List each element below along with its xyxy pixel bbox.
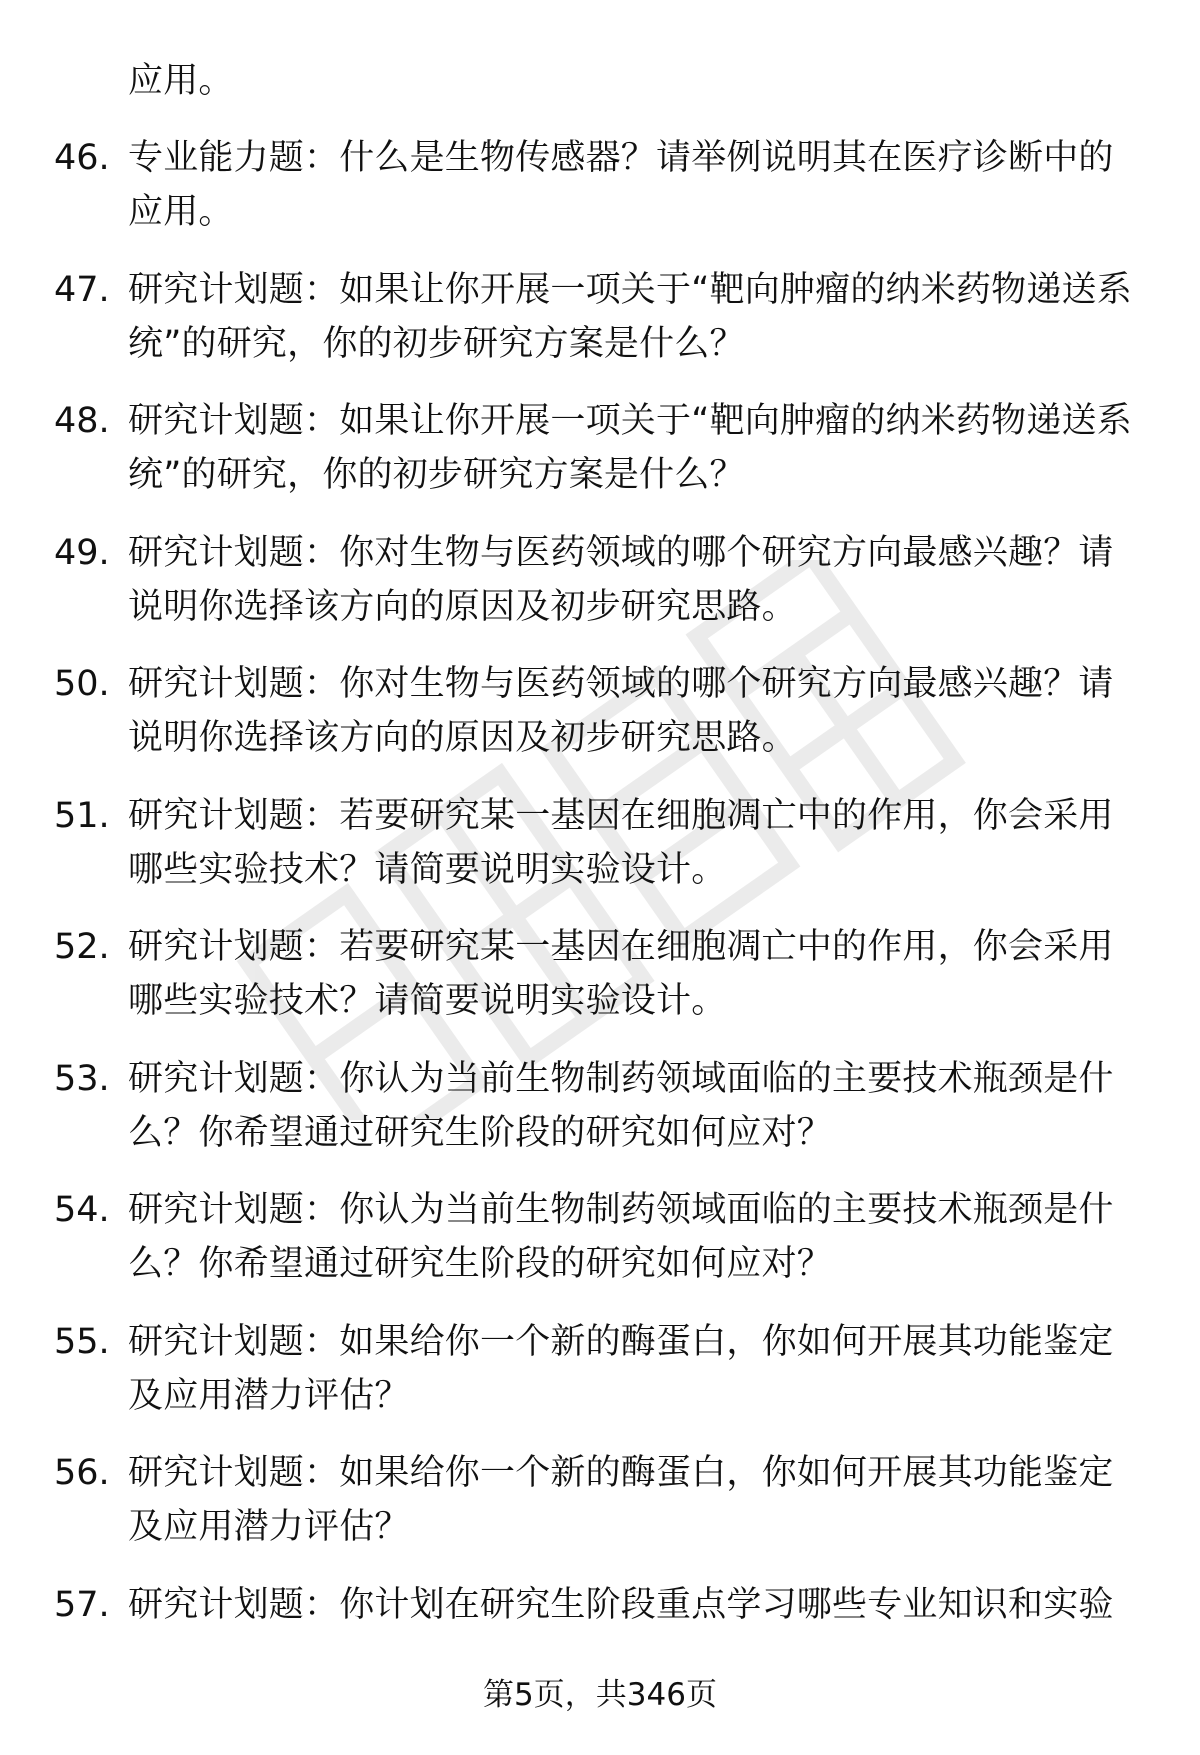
question-text: 研究计划题：如果让你开展一项关于“靶向肿瘤的纳米药物递送系统”的研究，你的初步研究方案是什么？ [128,401,1132,495]
list-item [0,263,1200,395]
list-item [0,920,1200,1052]
list-item [0,394,1200,526]
question-number: 53. [54,1058,110,1099]
question-text: 研究计划题：你认为当前生物制药领域面临的主要技术瓶颈是什么？你希望通过研究生阶段的研究如何应对？ [128,1190,1114,1284]
question-text: 研究计划题：你认为当前生物制药领域面临的主要技术瓶颈是什么？你希望通过研究生阶段的研究如何应对？ [128,1058,1114,1153]
question-text: 研究计划题：你对生物与医药领域的哪个研究方向最感兴趣？请说明你选择该方向的原因及初步研究思路。 [128,664,1114,758]
question-text: 研究计划题：如果让你开展一项关于“靶向肿瘤的纳米药物递送系统”的研究，你的初步研究方案是什么？ [128,269,1132,364]
page-footer: 第5页，共346页 [483,1677,717,1713]
question-number: 47. [54,269,110,310]
list-item [0,1183,1200,1315]
list-item [0,789,1200,921]
question-number: 52. [54,927,110,967]
list-item [0,1315,1200,1447]
list-item [0,526,1200,658]
question-text: 研究计划题：你对生物与医药领域的哪个研究方向最感兴趣？请说明你选择该方向的原因及初步研究思路。 [128,532,1114,627]
question-text: 专业能力题：什么是生物传感器？请举例说明其在医疗诊断中的应用。 [128,138,1114,232]
question-text: 研究计划题：如果给你一个新的酶蛋白，你如何开展其功能鉴定及应用潜力评估？ [128,1321,1114,1416]
list-item [0,657,1200,789]
question-number: 50. [54,664,110,704]
question-number: 55. [54,1321,110,1362]
question-number: 57. [54,1584,110,1625]
question-number: 48. [54,401,110,441]
list-item-continuation [0,54,1200,131]
question-text: 研究计划题：若要研究某一基因在细胞凋亡中的作用，你会采用哪些实验技术？请简要说明实验设计。 [128,927,1114,1021]
question-number: 46. [54,138,110,178]
list-item [0,1052,1200,1184]
continuation-text: 应用。 [128,61,234,101]
question-text: 研究计划题：如果给你一个新的酶蛋白，你如何开展其功能鉴定及应用潜力评估？ [128,1453,1114,1547]
list-item [0,1446,1200,1578]
question-number: 51. [54,795,110,836]
question-text: 研究计划题：若要研究某一基因在细胞凋亡中的作用，你会采用哪些实验技术？请简要说明实验设计。 [128,795,1114,890]
question-number: 49. [54,532,110,573]
question-number: 54. [54,1190,110,1230]
question-number: 56. [54,1453,110,1493]
question-text: 研究计划题：你计划在研究生阶段重点学习哪些专业知识和实验 [128,1584,1114,1625]
list-item [0,131,1200,263]
question-list [0,54,1200,1709]
